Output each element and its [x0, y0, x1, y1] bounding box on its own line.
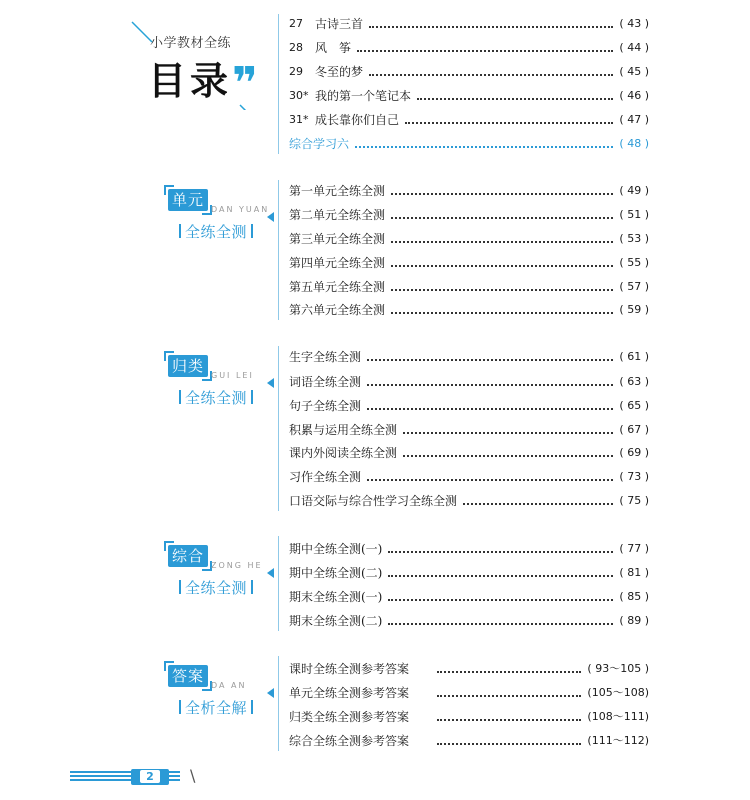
toc-entry[interactable]: 第三单元全练全测 ( 53 ) [289, 232, 649, 246]
toc-entry[interactable]: 期末全练全测(二) ( 89 ) [289, 614, 649, 628]
toc-entry[interactable]: 期中全练全测(一) ( 77 ) [289, 542, 649, 556]
toc-entry[interactable]: 习作全练全测 ( 73 ) [289, 470, 649, 484]
toc-entry[interactable]: 积累与运用全练全测 ( 67 ) [289, 423, 649, 437]
toc-entry[interactable]: 句子全练全测 ( 65 ) [289, 399, 649, 413]
toc-entry[interactable]: 27 古诗三首 ( 43 ) [289, 17, 649, 31]
section-unit-label [163, 183, 275, 253]
pointer-icon [267, 212, 274, 222]
toc-entry[interactable]: 30* 我的第一个笔记本 ( 46 ) [289, 89, 649, 103]
toc-entry[interactable]: 第五单元全练全测 ( 57 ) [289, 280, 649, 294]
section-tag: 单元 [168, 189, 208, 211]
page-title: 目录 [148, 59, 233, 103]
divider-unit [278, 180, 279, 320]
section-pinyin: DAN YUAN [211, 205, 270, 214]
divider-answers [278, 656, 279, 751]
section-category-label [163, 349, 275, 419]
pointer-icon [267, 378, 274, 388]
footer-slash: \ [190, 766, 196, 785]
section-pinyin: GUI LEI [211, 371, 254, 380]
toc-entry[interactable]: 28 风 筝 ( 44 ) [289, 41, 649, 55]
toc-entry[interactable]: 31* 成长靠你们自己 ( 47 ) [289, 113, 649, 127]
toc-entry[interactable]: 口语交际与综合性学习全练全测 ( 75 ) [289, 494, 649, 508]
toc-entry[interactable]: 第四单元全练全测 ( 55 ) [289, 256, 649, 270]
toc-entry[interactable]: 综合全练全测参考答案 (111～112) [289, 734, 649, 748]
divider-category [278, 346, 279, 511]
section-comprehensive-label [163, 539, 275, 609]
toc-entry[interactable]: 期中全练全测(二) ( 81 ) [289, 566, 649, 580]
toc-entry-comprehensive-study[interactable]: 综合学习六 ( 48 ) [289, 137, 649, 151]
section-subtitle: 全练全测 [175, 387, 257, 408]
toc-entry[interactable]: 课内外阅读全练全测 ( 69 ) [289, 446, 649, 460]
section-tag: 答案 [168, 665, 208, 687]
pointer-icon [267, 568, 274, 578]
divider-lessons [278, 14, 279, 154]
toc-entry[interactable]: 期末全练全测(一) ( 85 ) [289, 590, 649, 604]
section-pinyin: DA AN [211, 681, 247, 690]
section-pinyin: ZONG HE [211, 561, 263, 570]
toc-entry[interactable]: 第六单元全练全测 ( 59 ) [289, 303, 649, 317]
section-tag: 归类 [168, 355, 208, 377]
toc-entry[interactable]: 第二单元全练全测 ( 51 ) [289, 208, 649, 222]
toc-entry[interactable]: 生字全练全测 ( 61 ) [289, 350, 649, 364]
toc-entry[interactable]: 词语全练全测 ( 63 ) [289, 375, 649, 389]
page-number: 2 [131, 769, 169, 785]
series-name: 小学教材全练 [150, 36, 232, 51]
divider-comprehensive [278, 536, 279, 631]
toc-entry[interactable]: 课时全练全测参考答案 ( 93～105 ) [289, 662, 649, 676]
quote-icon: ❞ [232, 58, 258, 109]
section-subtitle: 全练全测 [175, 221, 257, 242]
toc-entry[interactable]: 归类全练全测参考答案 (108～111) [289, 710, 649, 724]
toc-entry[interactable]: 29 冬至的梦 ( 45 ) [289, 65, 649, 79]
toc-entry[interactable]: 第一单元全练全测 ( 49 ) [289, 184, 649, 198]
toc-entry[interactable]: 单元全练全测参考答案 (105～108) [289, 686, 649, 700]
section-answers-label [163, 659, 275, 729]
section-tag: 综合 [168, 545, 208, 567]
section-subtitle: 全析全解 [175, 697, 257, 718]
pointer-icon [267, 688, 274, 698]
section-subtitle: 全练全测 [175, 577, 257, 598]
